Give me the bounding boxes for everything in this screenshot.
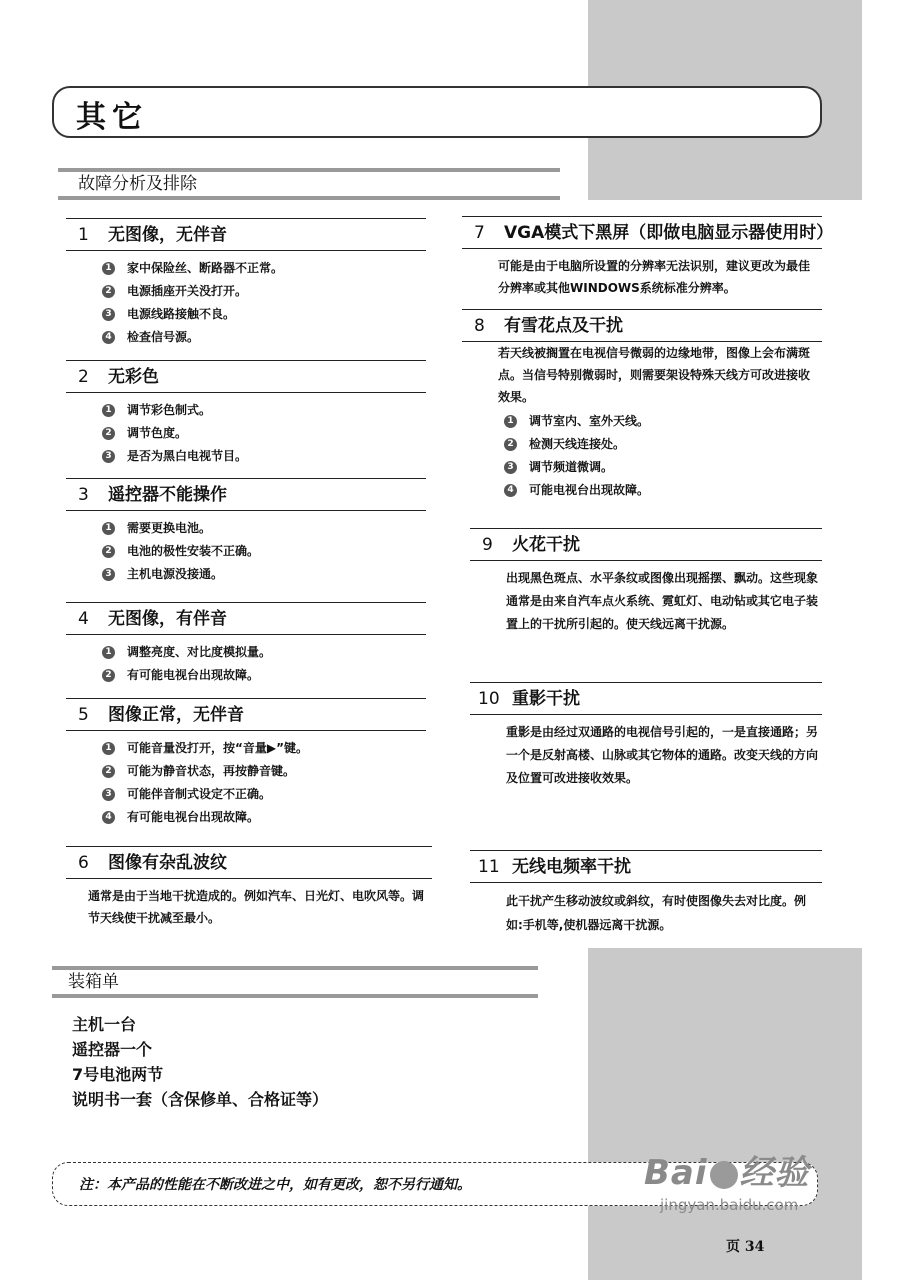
trouble-item	[66, 360, 426, 468]
step-item: 1 家中保险丝、断路器不正常。	[102, 257, 426, 280]
paw-icon	[710, 1161, 738, 1189]
step-item: 1 调整亮度、对比度模拟量。	[102, 641, 426, 664]
trouble-item	[470, 682, 822, 790]
trouble-item	[66, 846, 432, 929]
watermark-logo: Bai 经验	[644, 1153, 810, 1193]
trouble-item-text: 此干扰产生移动波纹或斜纹，有时使图像失去对比度。例如:手机等,使机器远离干扰源。	[506, 894, 807, 932]
packing-list-heading	[52, 966, 538, 998]
step-item: 1 可能音量没打开，按“音量▶”键。	[102, 737, 426, 760]
page-title: 其它	[76, 100, 148, 135]
step-item: 4 可能电视台出现故障。	[504, 479, 822, 502]
step-list	[102, 641, 426, 687]
number-bullet-icon: 4	[102, 811, 115, 824]
notice-text: 注：本产品的性能在不断改进之中，如有更改，恕不另行通知。	[79, 1177, 471, 1193]
step-item: 3 是否为黑白电视节目。	[102, 445, 426, 468]
number-bullet-icon: 1	[102, 742, 115, 755]
number-bullet-icon: 2	[102, 669, 115, 682]
step-item: 2 有可能电视台出现故障。	[102, 664, 426, 687]
step-item: 3 调节频道微调。	[504, 456, 822, 479]
step-item: 2 检测天线连接处。	[504, 433, 822, 456]
trouble-item-title: 5 图像正常，无伴音	[66, 698, 426, 731]
step-list	[504, 410, 822, 502]
step-item: 2 电池的极性安装不正确。	[102, 540, 426, 563]
packing-list-item: 主机一台	[72, 1015, 137, 1034]
baidu-jingyan-watermark	[644, 1145, 854, 1240]
number-bullet-icon: 3	[102, 308, 115, 321]
trouble-item	[66, 698, 426, 829]
number-bullet-icon: 2	[102, 285, 115, 298]
number-bullet-icon: 4	[102, 331, 115, 344]
trouble-item	[66, 478, 426, 586]
number-bullet-icon: 2	[102, 427, 115, 440]
packing-list-item: 7号电池两节	[72, 1065, 164, 1084]
page-title-box	[52, 86, 822, 138]
step-list	[102, 257, 426, 349]
trouble-item-text: 通常是由于当地干扰造成的。例如汽车、日光灯、电吹风等。调节天线使干扰减至最小。	[88, 889, 425, 925]
trouble-item-title: 4 无图像，有伴音	[66, 602, 426, 635]
trouble-item	[462, 309, 822, 502]
trouble-item-title: 1 无图像，无伴音	[66, 218, 426, 251]
packing-list-heading-text: 装箱单	[68, 972, 119, 992]
step-item: 3 可能伴音制式设定不正确。	[102, 783, 426, 806]
number-bullet-icon: 2	[102, 545, 115, 558]
step-item: 4 有可能电视台出现故障。	[102, 806, 426, 829]
step-list	[102, 737, 426, 829]
step-item: 4 检查信号源。	[102, 326, 426, 349]
trouble-item-title: 3 遥控器不能操作	[66, 478, 426, 511]
number-bullet-icon: 2	[102, 765, 115, 778]
number-bullet-icon: 1	[102, 404, 115, 417]
trouble-item-title: 8 有雪花点及干扰	[462, 309, 822, 342]
trouble-item-text: 重影是由经过双通路的电视信号引起的，一是直接通路；另一个是反射高楼、山脉或其它物体的通路。改变天线的方向及位置可改进接收效果。	[506, 725, 819, 785]
trouble-item-text: 若天线被搁置在电视信号微弱的边缘地带，图像上会布满斑点。当信号特别微弱时，则需要架设特殊天线方可改进接收效果。	[498, 346, 811, 404]
step-item: 2 调节色度。	[102, 422, 426, 445]
trouble-item	[462, 216, 834, 299]
trouble-item	[470, 850, 822, 937]
step-item: 3 主机电源没接通。	[102, 563, 426, 586]
number-bullet-icon: 2	[504, 438, 517, 451]
number-bullet-icon: 1	[102, 646, 115, 659]
number-bullet-icon: 1	[102, 262, 115, 275]
trouble-item	[66, 602, 426, 687]
number-bullet-icon: 3	[504, 461, 517, 474]
step-item: 2 电源插座开关没打开。	[102, 280, 426, 303]
number-bullet-icon: 3	[102, 568, 115, 581]
number-bullet-icon: 1	[504, 415, 517, 428]
page-number: 页 34	[726, 1239, 765, 1255]
number-bullet-icon: 3	[102, 788, 115, 801]
step-item: 1 调节彩色制式。	[102, 399, 426, 422]
step-item: 1 需要更换电池。	[102, 517, 426, 540]
trouble-item-text: 出现黑色斑点、水平条纹或图像出现摇摆、飘动。这些现象通常是由来自汽车点火系统、霓虹灯、电动钻或其它电子装置上的干扰所引起的。使天线远离干扰源。	[506, 571, 819, 631]
troubleshooting-heading	[58, 168, 560, 200]
trouble-item	[66, 218, 426, 349]
trouble-item-text: 可能是由于电脑所设置的分辨率无法识别，建议更改为最佳分辨率或其他WINDOWS系统标准分辨率。	[498, 259, 811, 295]
step-item: 3 电源线路接触不良。	[102, 303, 426, 326]
packing-list-item: 说明书一套（含保修单、合格证等）	[72, 1090, 329, 1109]
trouble-item-title: 2 无彩色	[66, 360, 426, 393]
step-item: 2 可能为静音状态，再按静音键。	[102, 760, 426, 783]
watermark-url: jingyan.baidu.com	[660, 1196, 799, 1214]
troubleshooting-heading-text: 故障分析及排除	[78, 174, 197, 194]
packing-list	[72, 1012, 328, 1112]
trouble-item-title: 11 无线电频率干扰	[470, 850, 822, 883]
number-bullet-icon: 4	[504, 484, 517, 497]
trouble-item-title: 9 火花干扰	[470, 528, 822, 561]
trouble-item-title: 6 图像有杂乱波纹	[66, 846, 432, 879]
step-list	[102, 517, 426, 586]
packing-list-item: 遥控器一个	[72, 1040, 153, 1059]
step-item: 1 调节室内、室外天线。	[504, 410, 822, 433]
number-bullet-icon: 1	[102, 522, 115, 535]
trouble-item-title: 10 重影干扰	[470, 682, 822, 715]
number-bullet-icon: 3	[102, 450, 115, 463]
step-list	[102, 399, 426, 468]
trouble-item-title: 7 VGA模式下黑屏（即做电脑显示器使用时）	[462, 216, 822, 249]
trouble-item	[470, 528, 822, 636]
